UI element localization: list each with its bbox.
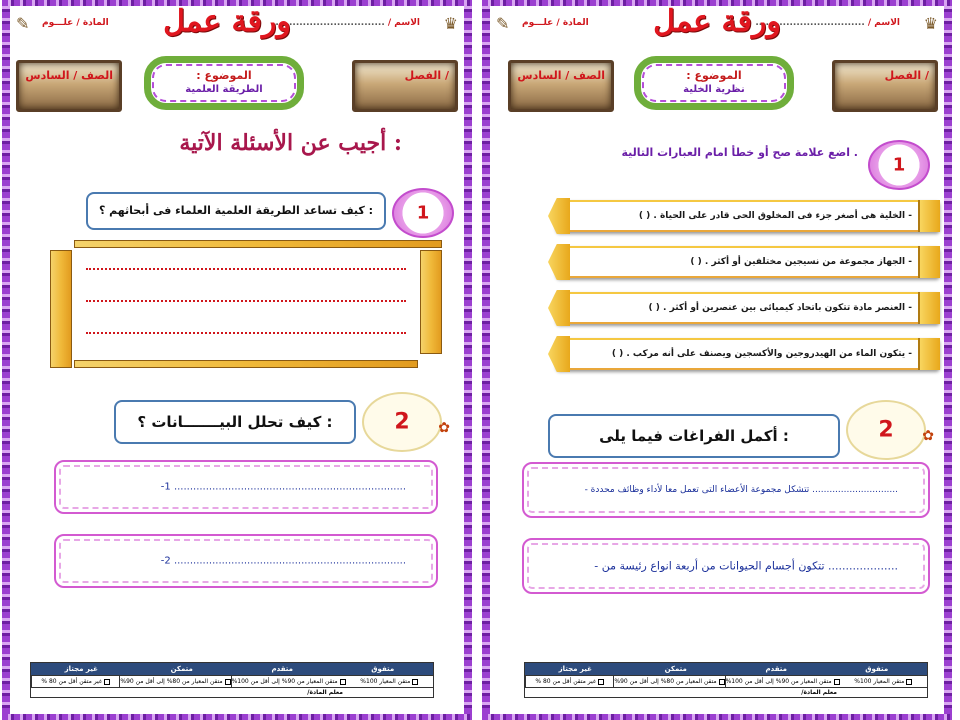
rating-option-3[interactable]: متقن المعيار من 80% إلى أقل من 90% [119, 676, 230, 687]
checkbox[interactable] [225, 679, 231, 685]
topic-value: نظرية الخلية [683, 84, 745, 95]
topic-label: الموضوع : [686, 69, 742, 82]
worksheet-right [482, 0, 952, 720]
pencil-cup-icon: ✎ [496, 14, 510, 33]
question-1-instruction: . اضع علامة صح أو خطأ امام العبارات التالية [621, 146, 858, 159]
checkbox[interactable] [104, 679, 110, 685]
flower-decoration-icon: ✿ [922, 428, 934, 444]
true-false-item-3[interactable]: - العنصر مادة تتكون باتحاد كيميائى بين عنصرين أو أكثر . ( ) [556, 292, 940, 324]
crown-icon: ♛ [443, 14, 458, 33]
checkbox[interactable] [906, 679, 912, 685]
rating-option-4[interactable]: غير متقن أقل من 80 % [31, 676, 119, 687]
topic-frame [634, 56, 794, 110]
true-false-item-4[interactable]: - يتكون الماء من الهيدروجين والأكسجين ويصنف على أنه مركب . ( ) [556, 338, 940, 370]
subject-label: المادة / علـــوم [522, 18, 589, 28]
name-field[interactable]: الاسم / ................................ [755, 18, 900, 28]
topic-value: الطريقة العلمية [185, 84, 263, 95]
question-2-box: : أكمل الفراغات فيما يلى [548, 414, 840, 458]
class-label-scroll: الفصل / [352, 60, 458, 112]
topic-frame [144, 56, 304, 110]
answer-area[interactable] [50, 240, 442, 368]
answer-box-2[interactable]: -2 ......................................................................... [54, 534, 438, 588]
teacher-label: معلم المادة/ [31, 687, 433, 697]
rating-option-4[interactable]: غير متقن أقل من 80 % [525, 676, 613, 687]
question-number-oval: 2 [362, 392, 442, 452]
rating-option-2[interactable]: متقن المعيار من 90% إلى أقل من 100% [725, 676, 840, 687]
pencil-bottom [74, 360, 418, 368]
checkbox[interactable] [340, 679, 346, 685]
checkbox[interactable] [412, 679, 418, 685]
grade-label-scroll: الصف / السادس [508, 60, 614, 112]
question-1-box: : كيف تساعد الطريقة العلمية العلماء فى أبحاثهم ؟ [86, 192, 386, 230]
rating-option-1[interactable]: متقن المعيار 100% [840, 676, 927, 687]
name-field[interactable]: الاسم / ................................ [275, 18, 420, 28]
fill-blank-box-1[interactable]: - تتشكل مجموعة الأعضاء التى تعمل معا لأداء وظائف محددة .............................. [522, 462, 930, 518]
rating-table: متفوق متقدم متمكن غير مجتاز متقن المعيار 100% متقن المعيار من 90% إلى أقل من 100% متقن المعيار من 80% إلى أقل من 90% غير متقن أقل من 80 % معلم المادة/ [524, 662, 928, 698]
rating-option-1[interactable]: متقن المعيار 100% [346, 676, 433, 687]
worksheet-left [2, 0, 472, 720]
flower-decoration-icon: ✿ [438, 420, 450, 436]
question-2-box: : كيف تحلل البيـــــــانات ؟ [114, 400, 356, 444]
pencil-top [74, 240, 442, 248]
true-false-item-1[interactable]: - الخلية هى أصغر جزء فى المخلوق الحى قادر على الحياة . ( ) [556, 200, 940, 232]
true-false-item-2[interactable]: - الجهاز مجموعة من نسيجين مختلفين أو أكثر . ( ) [556, 246, 940, 278]
topic-label: الموضوع : [196, 69, 252, 82]
class-label-scroll: الفصل / [832, 60, 938, 112]
worksheet-title: ورقة عمل [163, 4, 291, 39]
crown-icon: ♛ [923, 14, 938, 33]
subject-label: المادة / علـــوم [42, 18, 109, 28]
pencil-cup-icon: ✎ [16, 14, 30, 33]
answer-box-1[interactable]: -1 ......................................................................... [54, 460, 438, 514]
question-number-flower: 1 [868, 140, 930, 190]
question-number-flower: 1 [392, 188, 454, 238]
grade-label-scroll: الصف / السادس [16, 60, 122, 112]
pencil-left [50, 250, 72, 368]
rating-option-2[interactable]: متقن المعيار من 90% إلى أقل من 100% [231, 676, 346, 687]
fill-blank-box-2[interactable]: - تتكون أجسام الحيوانات من أربعة انواع رئيسة من .................... [522, 538, 930, 594]
section-heading: : أجيب عن الأسئلة الآتية [179, 130, 402, 156]
teacher-label: معلم المادة/ [525, 687, 927, 697]
question-number-oval: 2 [846, 400, 926, 460]
rating-table: متفوق متقدم متمكن غير مجتاز متقن المعيار 100% متقن المعيار من 90% إلى أقل من 100% متقن المعيار من 80% إلى أقل من 90% غير متقن أقل من 80 % معلم المادة/ [30, 662, 434, 698]
rating-option-3[interactable]: متقن المعيار من 80% إلى أقل من 90% [613, 676, 724, 687]
checkbox[interactable] [719, 679, 725, 685]
checkbox[interactable] [834, 679, 840, 685]
pencil-right [420, 250, 442, 354]
checkbox[interactable] [598, 679, 604, 685]
worksheet-title: ورقة عمل [653, 4, 781, 39]
